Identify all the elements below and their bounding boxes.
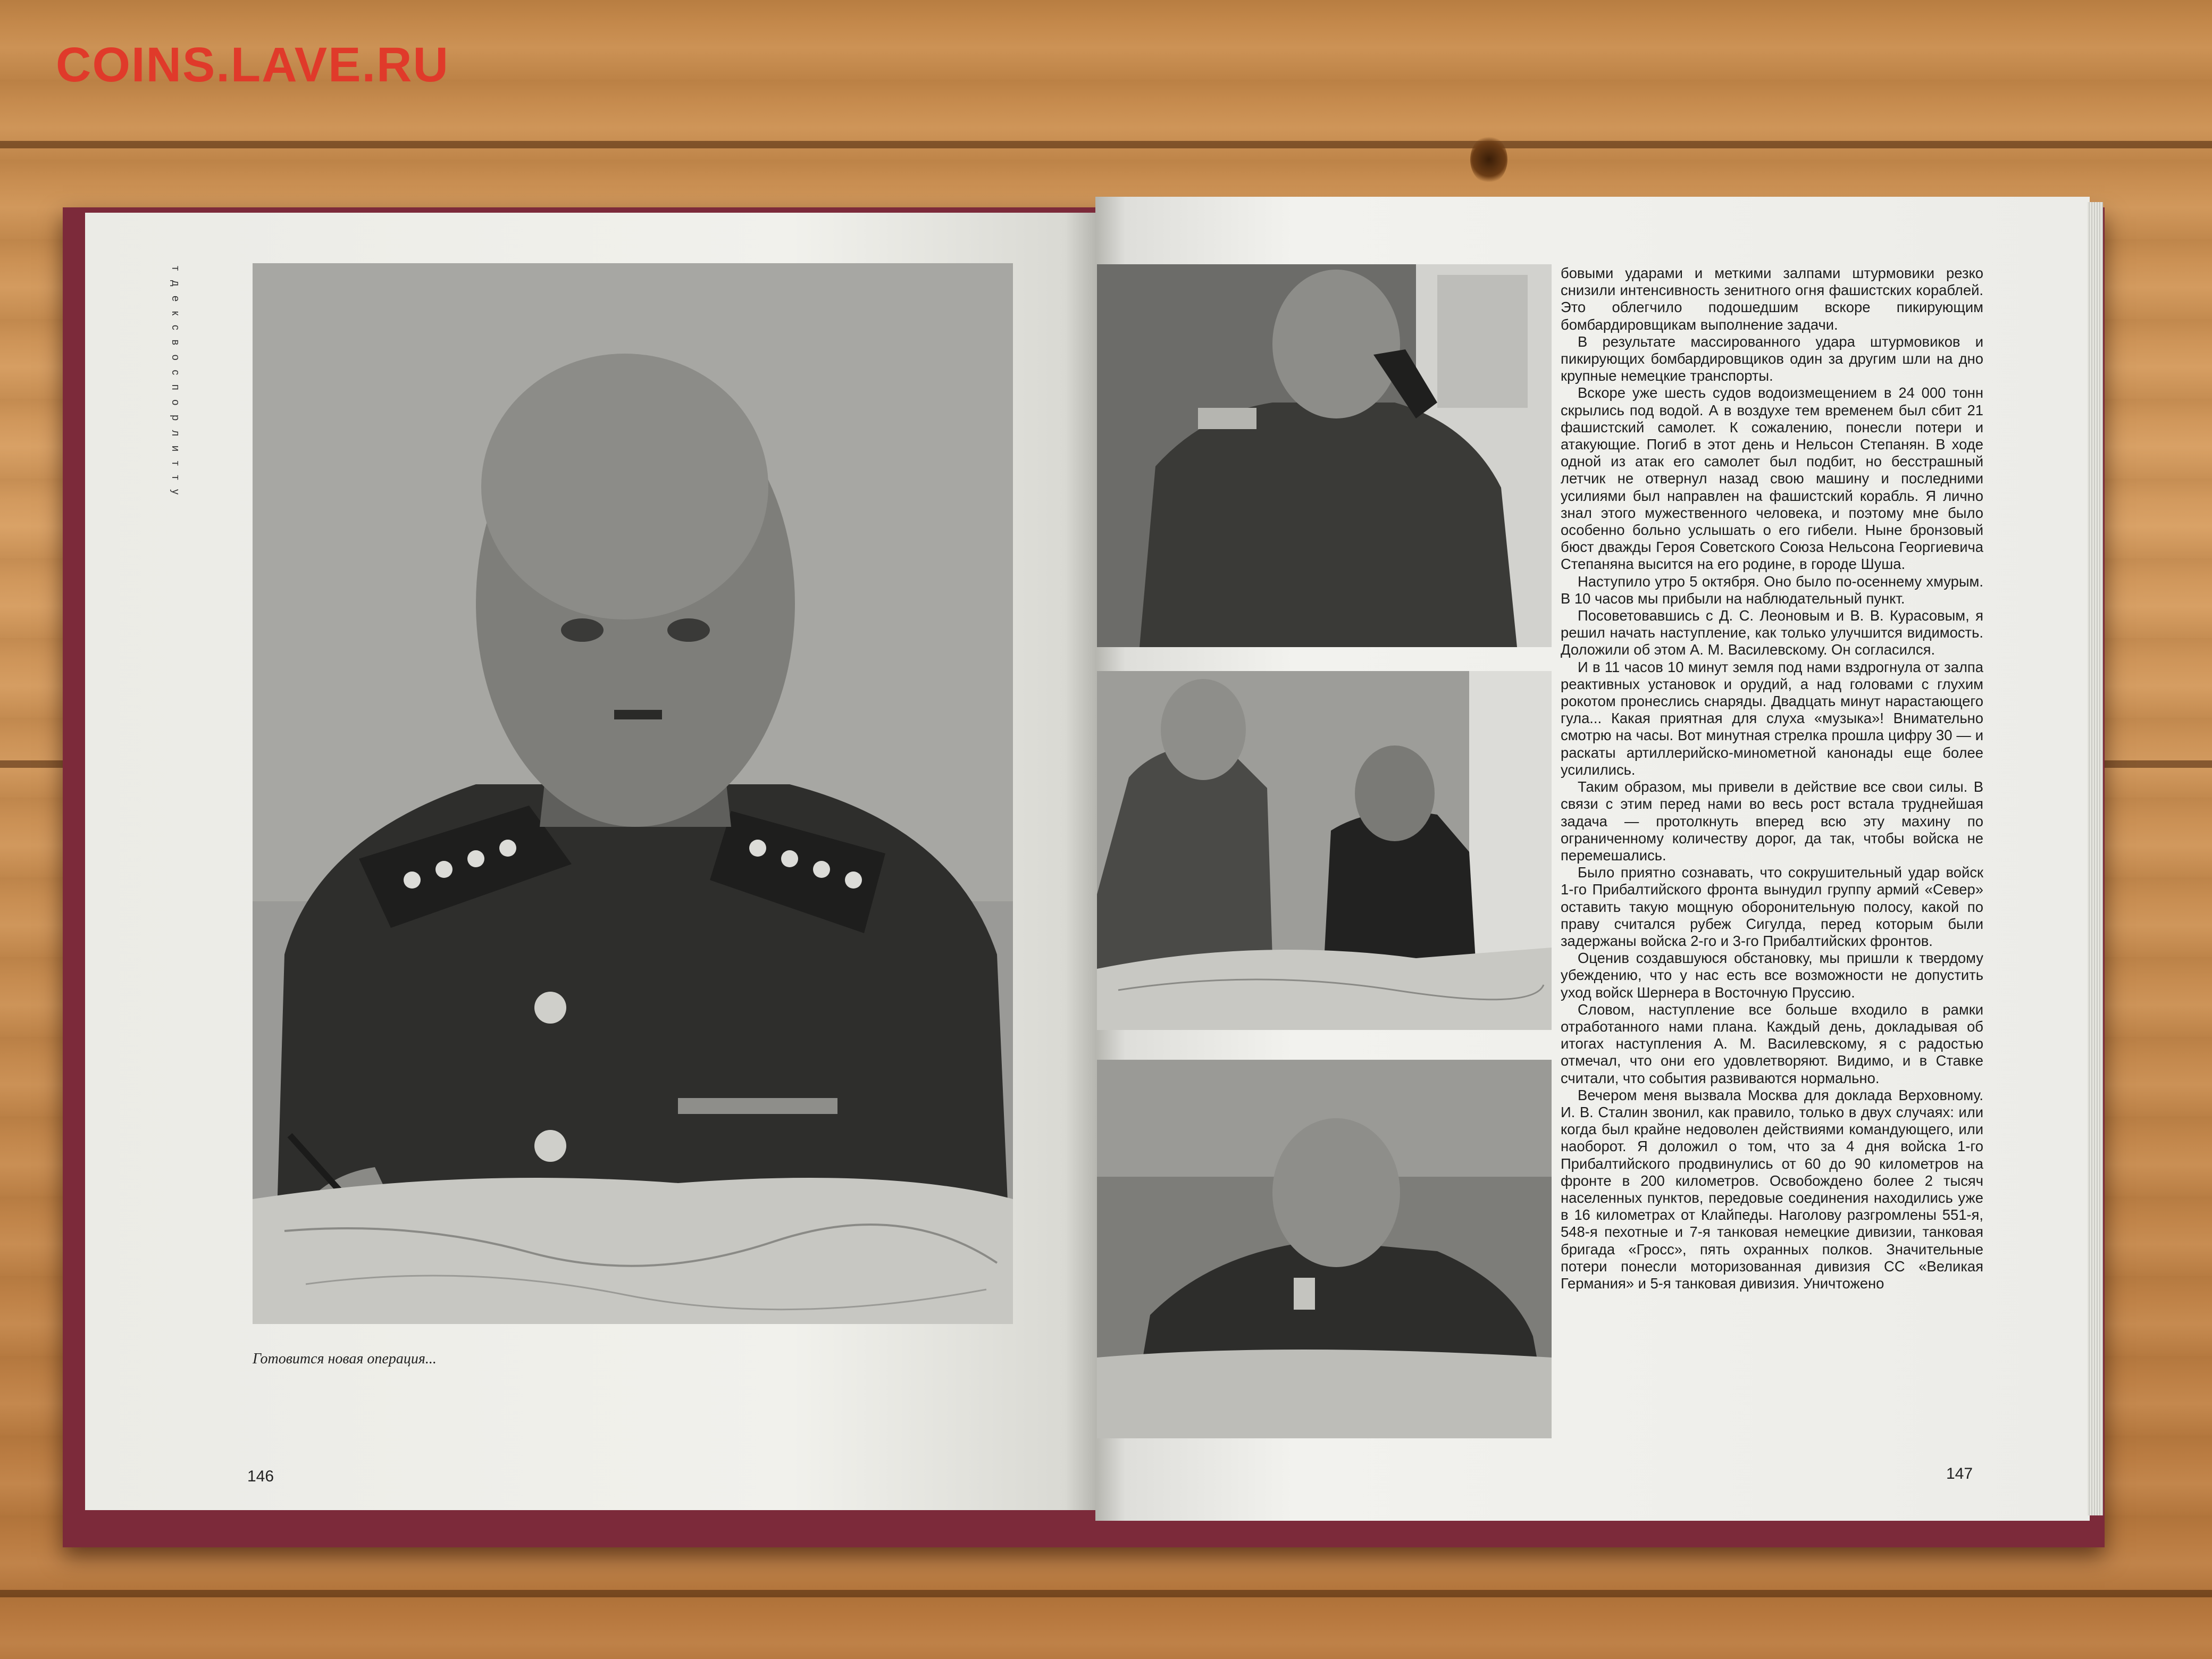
paragraph: Вскоре уже шесть судов водоизмещением в 24 000 тонн скрылись под водой. А в воздухе тем временем был сбит 21 фашистский самолет. К сожалению, понесли потери и атакующие. Погиб в этот день и Нельсон Степанян. В ходе одной из атак его самолет был подбит, но бесстрашный летчик не отвернул назад свою машину и последними усилиями был направлен на фашистский корабль. Я лично знал этого мужественного человека, и поэтому мне было особенно больно услышать о его гибели. Ныне бронзовый бюст дважды Героя Советского Союза Нельсона Георгиевича Степаняна высится на его родине, в городе Шуша.: [1561, 384, 1983, 573]
working-at-desk-photo: [1097, 1060, 1552, 1438]
map-conference-photo: [1097, 671, 1552, 1030]
paragraph: Оценив создавшуюся обстановку, мы пришли к твердому убеждению, что у нас есть все возможности не допустить уход войск Шернера в Восточную Пруссию.: [1561, 950, 1983, 1001]
table-plank-seam: [0, 1590, 2212, 1597]
photo-caption: Готовится новая операция...: [253, 1351, 437, 1367]
paragraph: бовыми ударами и меткими залпами штурмовики резко снизили интенсивность зенитного огня фашистских кораблей. Это облегчило подошедшим вскоре пикирующим бомбардировщикам выполнение задачи.: [1561, 265, 1983, 333]
page-number-right: 147: [1946, 1465, 1973, 1482]
paragraph: Вечером меня вызвала Москва для доклада Верховному. И. В. Сталин звонил, как правило, только в двух случаях: или когда был крайне недоволен действиями командующего, или наоборот. Я доложил о том, что за 4 дня войска 1-го Прибалтийского продвинулись от 60 до 90 километров на фронте в 200 километров. Освобождено более 2 тысяч населенных пунктов, передовые соединения находились уже в 16 километрах от Клайпеды. Наголову разгромлены 551-я, 548-я пехотные и 7-я танковая немецкие дивизии, танковая бригада «Гросс», пять охранных полков. Значительные потери понесли моторизованная дивизия СС «Великая Германия» и 5-я танковая дивизия. Уничтожено: [1561, 1086, 1983, 1292]
spine-text: т д е к с в о с п о р л и т т у: [170, 266, 181, 498]
paragraph: И в 11 часов 10 минут земля под нами вздрогнула от залпа реактивных установок и орудий, а над головами с глухим рокотом пронеслись снаряды. Двадцать минут нарастающего гула... Какая приятная для слуха «музыка»! Внимательно смотрю на часы. Вот минутная стрелка прошла цифру 30 — и раскаты артиллерийско-минометной канонады еще более усилились.: [1561, 658, 1983, 778]
telephone-photo: [1097, 264, 1552, 647]
paragraph: Словом, наступление все больше входило в рамки отработанного нами плана. Каждый день, докладывая об итогах наступления А. М. Василевскому, я с радостью отмечал, что они его удовлетворяют. Видимо, и в Ставке считали, что события развиваются нормально.: [1561, 1001, 1983, 1086]
paragraph: Таким образом, мы привели в действие все свои силы. В связи с этим перед нами во весь рост встала труднейшая задача — протолкнуть вперед всю эту махину по ограниченному количеству дорог, да так, чтобы войска не перемешались.: [1561, 778, 1983, 864]
table-plank-seam: [0, 141, 2212, 148]
paragraph: Наступило утро 5 октября. Оно было по-осеннему хмурым. В 10 часов мы прибыли на наблюдательный пункт.: [1561, 573, 1983, 607]
page-number-left: 146: [247, 1468, 274, 1485]
watermark: COINS.LAVE.RU: [56, 38, 449, 92]
paragraph: В результате массированного удара штурмовиков и пикирующих бомбардировщиков один за другим шли на дно крупные немецкие транспорты.: [1561, 333, 1983, 384]
wood-knot: [1470, 136, 1507, 183]
paragraph: Посоветовавшись с Д. С. Леоновым и В. В. Курасовым, я решил начать наступление, как только улучшится видимость. Доложили об этом А. М. Василевскому. Он согласился.: [1561, 607, 1983, 658]
portrait-photo: [253, 263, 1013, 1324]
article-text-column: [1561, 265, 1983, 1437]
paragraph: Было приятно сознавать, что сокрушительный удар войск 1-го Прибалтийского фронта вынудил группу армий «Север» оставить такую мощную оборонительную полосу, какой по праву считался рубеж Сигулда, перед которым были задержаны войска 2-го и 3-го Прибалтийских фронтов.: [1561, 864, 1983, 949]
page-edges: [2087, 202, 2103, 1515]
